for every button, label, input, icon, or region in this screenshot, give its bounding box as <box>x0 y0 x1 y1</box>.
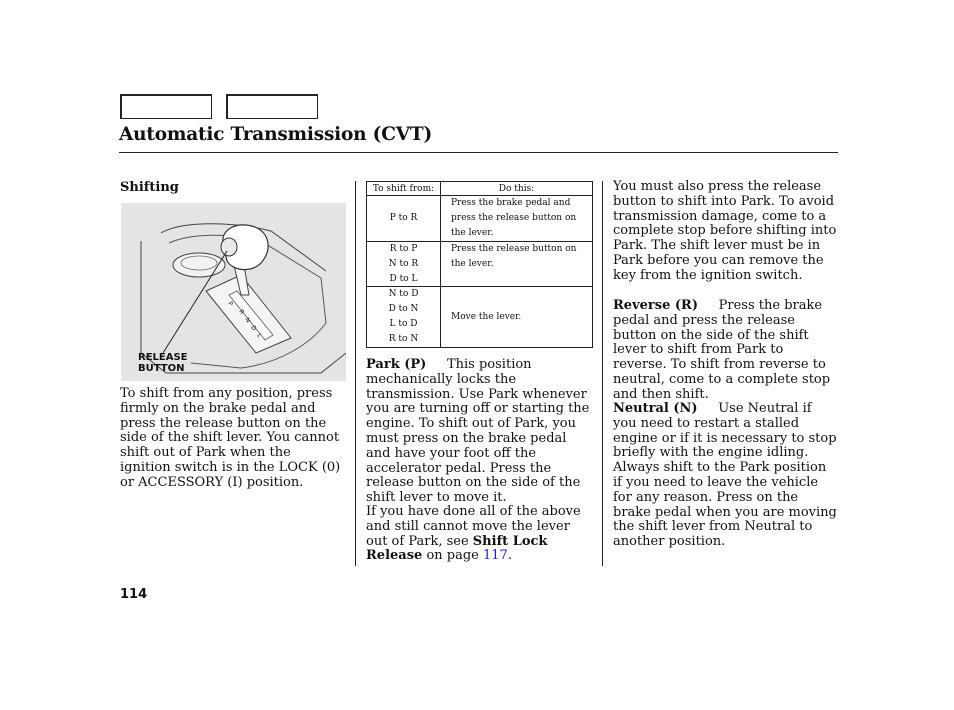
do-cell: Press the brake pedal and press the release button on the lever. <box>441 196 593 242</box>
col-header-from: To shift from: <box>367 182 441 196</box>
release-label-line1: RELEASE <box>138 352 188 363</box>
col-header-do: Do this: <box>441 182 593 196</box>
nav-tab-box-1[interactable] <box>120 94 212 119</box>
on-page-text: on page <box>426 548 479 564</box>
column-divider-2 <box>602 181 603 566</box>
reverse-label: Reverse (R) <box>613 298 698 313</box>
reverse-paragraph <box>613 299 839 403</box>
intro-paragraph: To shift from any position, press firmly on the brake pedal and press the release button on the side of the shift lever. You cannot shift out of Park when the ignition switch is in the LOCK (0) or ACCESSORY (I) position. <box>120 386 341 490</box>
shift-lock-text: If you have done all of the above and still cannot move the lever out of Park, see <box>366 504 581 549</box>
svg-text:P: P <box>226 300 235 308</box>
neutral-text: Use Neutral if you need to restart a stalled engine or if it is necessary to stop briefly with the engine idling. Always shift to the Park position if you need to leave the vehicle for any reason. Press on the brake pedal when you are moving the shift lever from Neutral to another position. <box>613 401 837 550</box>
from-cell <box>367 196 441 242</box>
park-text: This position mechanically locks the transmission. Use Park whenever you are turning off or starting the engine. To shift out of Park, you must press on the brake pedal and have your foot off the accelerator pedal. Press the release button on the side of the shift lever to move it. <box>366 357 590 506</box>
from-value: D to L <box>389 273 418 284</box>
period: . <box>507 548 512 564</box>
neutral-paragraph <box>613 402 839 550</box>
shift-lock-release-ref: Shift Lock Release <box>366 533 548 564</box>
shift-lock-paragraph <box>366 505 594 564</box>
release-button-label <box>138 352 188 374</box>
page-number: 114 <box>120 587 148 602</box>
svg-text:N: N <box>243 316 252 324</box>
do-cell: Move the lever. <box>441 287 593 348</box>
from-value: L to D <box>389 319 418 330</box>
shift-table <box>366 181 593 348</box>
table-row <box>367 196 593 242</box>
column-divider-1 <box>355 181 356 566</box>
table-header-row <box>367 182 593 196</box>
park-paragraph <box>366 358 594 506</box>
park-release-paragraph: You must also press the release button to shift into Park. To avoid transmission damage, come to a complete stop before shifting into Park. The shift lever must be in Park before you can remove the key from the ignition switch. <box>613 179 837 283</box>
table-row <box>367 287 593 348</box>
from-value: N to R <box>388 258 419 269</box>
svg-text:L: L <box>255 332 264 339</box>
from-cell <box>367 241 441 287</box>
from-cell <box>367 287 441 348</box>
do-cell: Press the release button on the lever. <box>441 241 593 287</box>
page-117-link[interactable]: 117 <box>483 548 508 564</box>
park-label: Park (P) <box>366 357 427 372</box>
from-value: D to N <box>388 304 419 315</box>
table-row <box>367 241 593 287</box>
from-value: P to R <box>389 212 418 223</box>
reverse-text: Press the brake pedal and press the release button on the side of the shift lever to shift from Park to reverse. To shift from reverse to neutral, come to a complete stop and then shift. <box>613 298 831 402</box>
from-value: N to D <box>388 289 419 300</box>
title-divider <box>119 152 838 153</box>
nav-tab-box-2[interactable] <box>226 94 318 119</box>
from-value: R to N <box>388 334 419 345</box>
release-label-line2: BUTTON <box>138 363 185 374</box>
page-title: Automatic Transmission (CVT) <box>119 124 432 145</box>
svg-text:D: D <box>249 324 258 333</box>
section-heading: Shifting <box>120 180 179 195</box>
svg-text:R: R <box>237 308 246 316</box>
from-value: R to P <box>389 243 418 254</box>
neutral-label: Neutral (N) <box>613 401 698 416</box>
